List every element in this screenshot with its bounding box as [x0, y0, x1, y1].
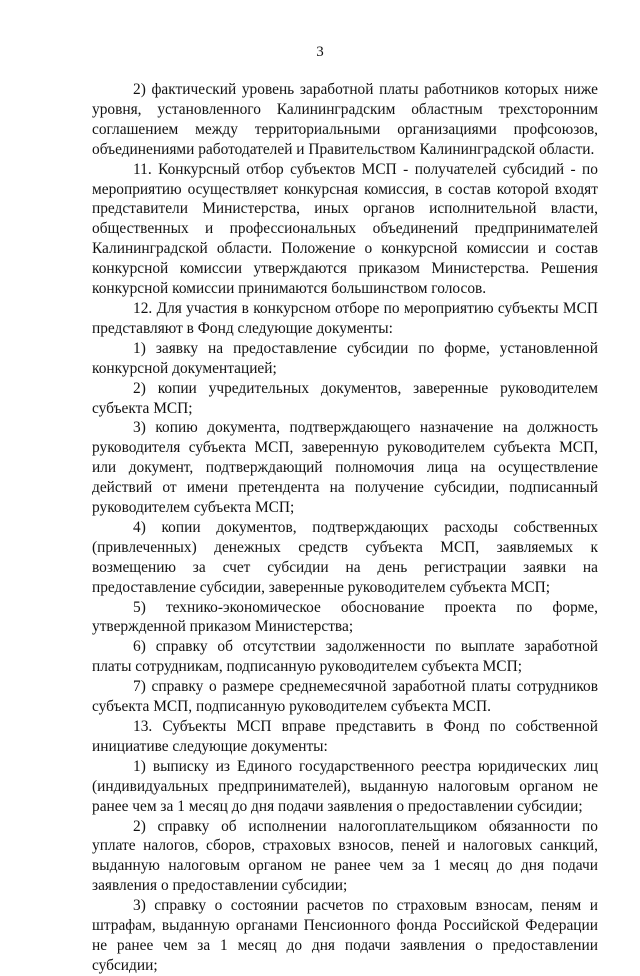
- list-item-average-wage-certificate: 7) справку о размере среднемесячной заработной платы сотрудников субъекта МСП, подписанную руководителем субъекта МСП.: [92, 678, 598, 716]
- list-item-feasibility-study: 5) технико-экономическое обоснование проекта по форме, утвержденной приказом Министерства;: [92, 598, 598, 636]
- list-item-founding-documents: 2) копии учредительных документов, заверенные руководителем субъекта МСП;: [92, 379, 598, 417]
- paragraph-item-2-wage-level: 2) фактический уровень заработной платы работников которых ниже уровня, установленного Калининградским областным трехсторонним соглашением между территориальными организациями профсоюзов, объединениями работодателей и Правительством Калининградской области.: [92, 81, 598, 158]
- list-item-tax-certificate: 2) справку об исполнении налогоплательщиком обязанности по уплате налогов, сборов, страховых взносов, пеней и налоговых санкций, выданную налоговым органом не ранее чем за 1 месяц до дня подачи заявления о предоставлении субсидии;: [92, 817, 598, 895]
- list-item-director-appointment: 3) копию документа, подтверждающего назначение на должность руководителя субъекта МСП, заверенную руководителем субъекта МСП, или документ, подтверждающий полномочия лица на осуществление действий от имени претендента на получение субсидии, подписанный руководителем субъекта МСП;: [92, 419, 598, 517]
- list-item-pension-fund-certificate: 3) справку о состоянии расчетов по страховым взносам, пеням и штрафам, выданную органами Пенсионного фонда Российской Федерации не ранее чем за 1 месяц до дня подачи заявления о предоставлении субсидии;: [92, 897, 598, 974]
- page-number: 3: [316, 44, 324, 60]
- document-body: [92, 80, 598, 976]
- list-item-no-wage-debt-certificate: 6) справку об отсутствии задолженности по выплате заработной платы сотрудникам, подписанную руководителем субъекта МСП;: [92, 638, 598, 676]
- list-item-application: 1) заявку на предоставление субсидии по форме, установленной конкурсной документацией;: [92, 339, 598, 377]
- paragraph-11-competition-commission: 11. Конкурсный отбор субъектов МСП - получателей субсидий - по мероприятию осуществляет конкурсная комиссия, в состав которой входят представители Министерства, иных органов исполнительной власти, общественных и профессиональных объединений предпринимателей Калининградской области. Положение о конкурсной комиссии и состав конкурсной комиссии утверждаются приказом Министерства. Решения конкурсной комиссии принимаются большинством голосов.: [92, 160, 598, 298]
- list-item-expense-documents: 4) копии документов, подтверждающих расходы собственных (привлеченных) денежных средств субъекта МСП, заявляемых к возмещению за счет субсидии на день регистрации заявки на предоставление субсидии, заверенные руководителем субъекта МСП;: [92, 518, 598, 596]
- paragraph-12-required-documents: 12. Для участия в конкурсном отборе по мероприятию субъекты МСП представляют в Фонд следующие документы:: [92, 299, 598, 337]
- paragraph-13-optional-documents: 13. Субъекты МСП вправе представить в Фонд по собственной инициативе следующие документы:: [92, 718, 598, 755]
- list-item-registry-extract: 1) выписку из Единого государственного реестра юридических лиц (индивидуальных предпринимателей), выданную налоговым органом не ранее чем за 1 месяц до дня подачи заявления о предоставлении субсидии;: [92, 757, 598, 815]
